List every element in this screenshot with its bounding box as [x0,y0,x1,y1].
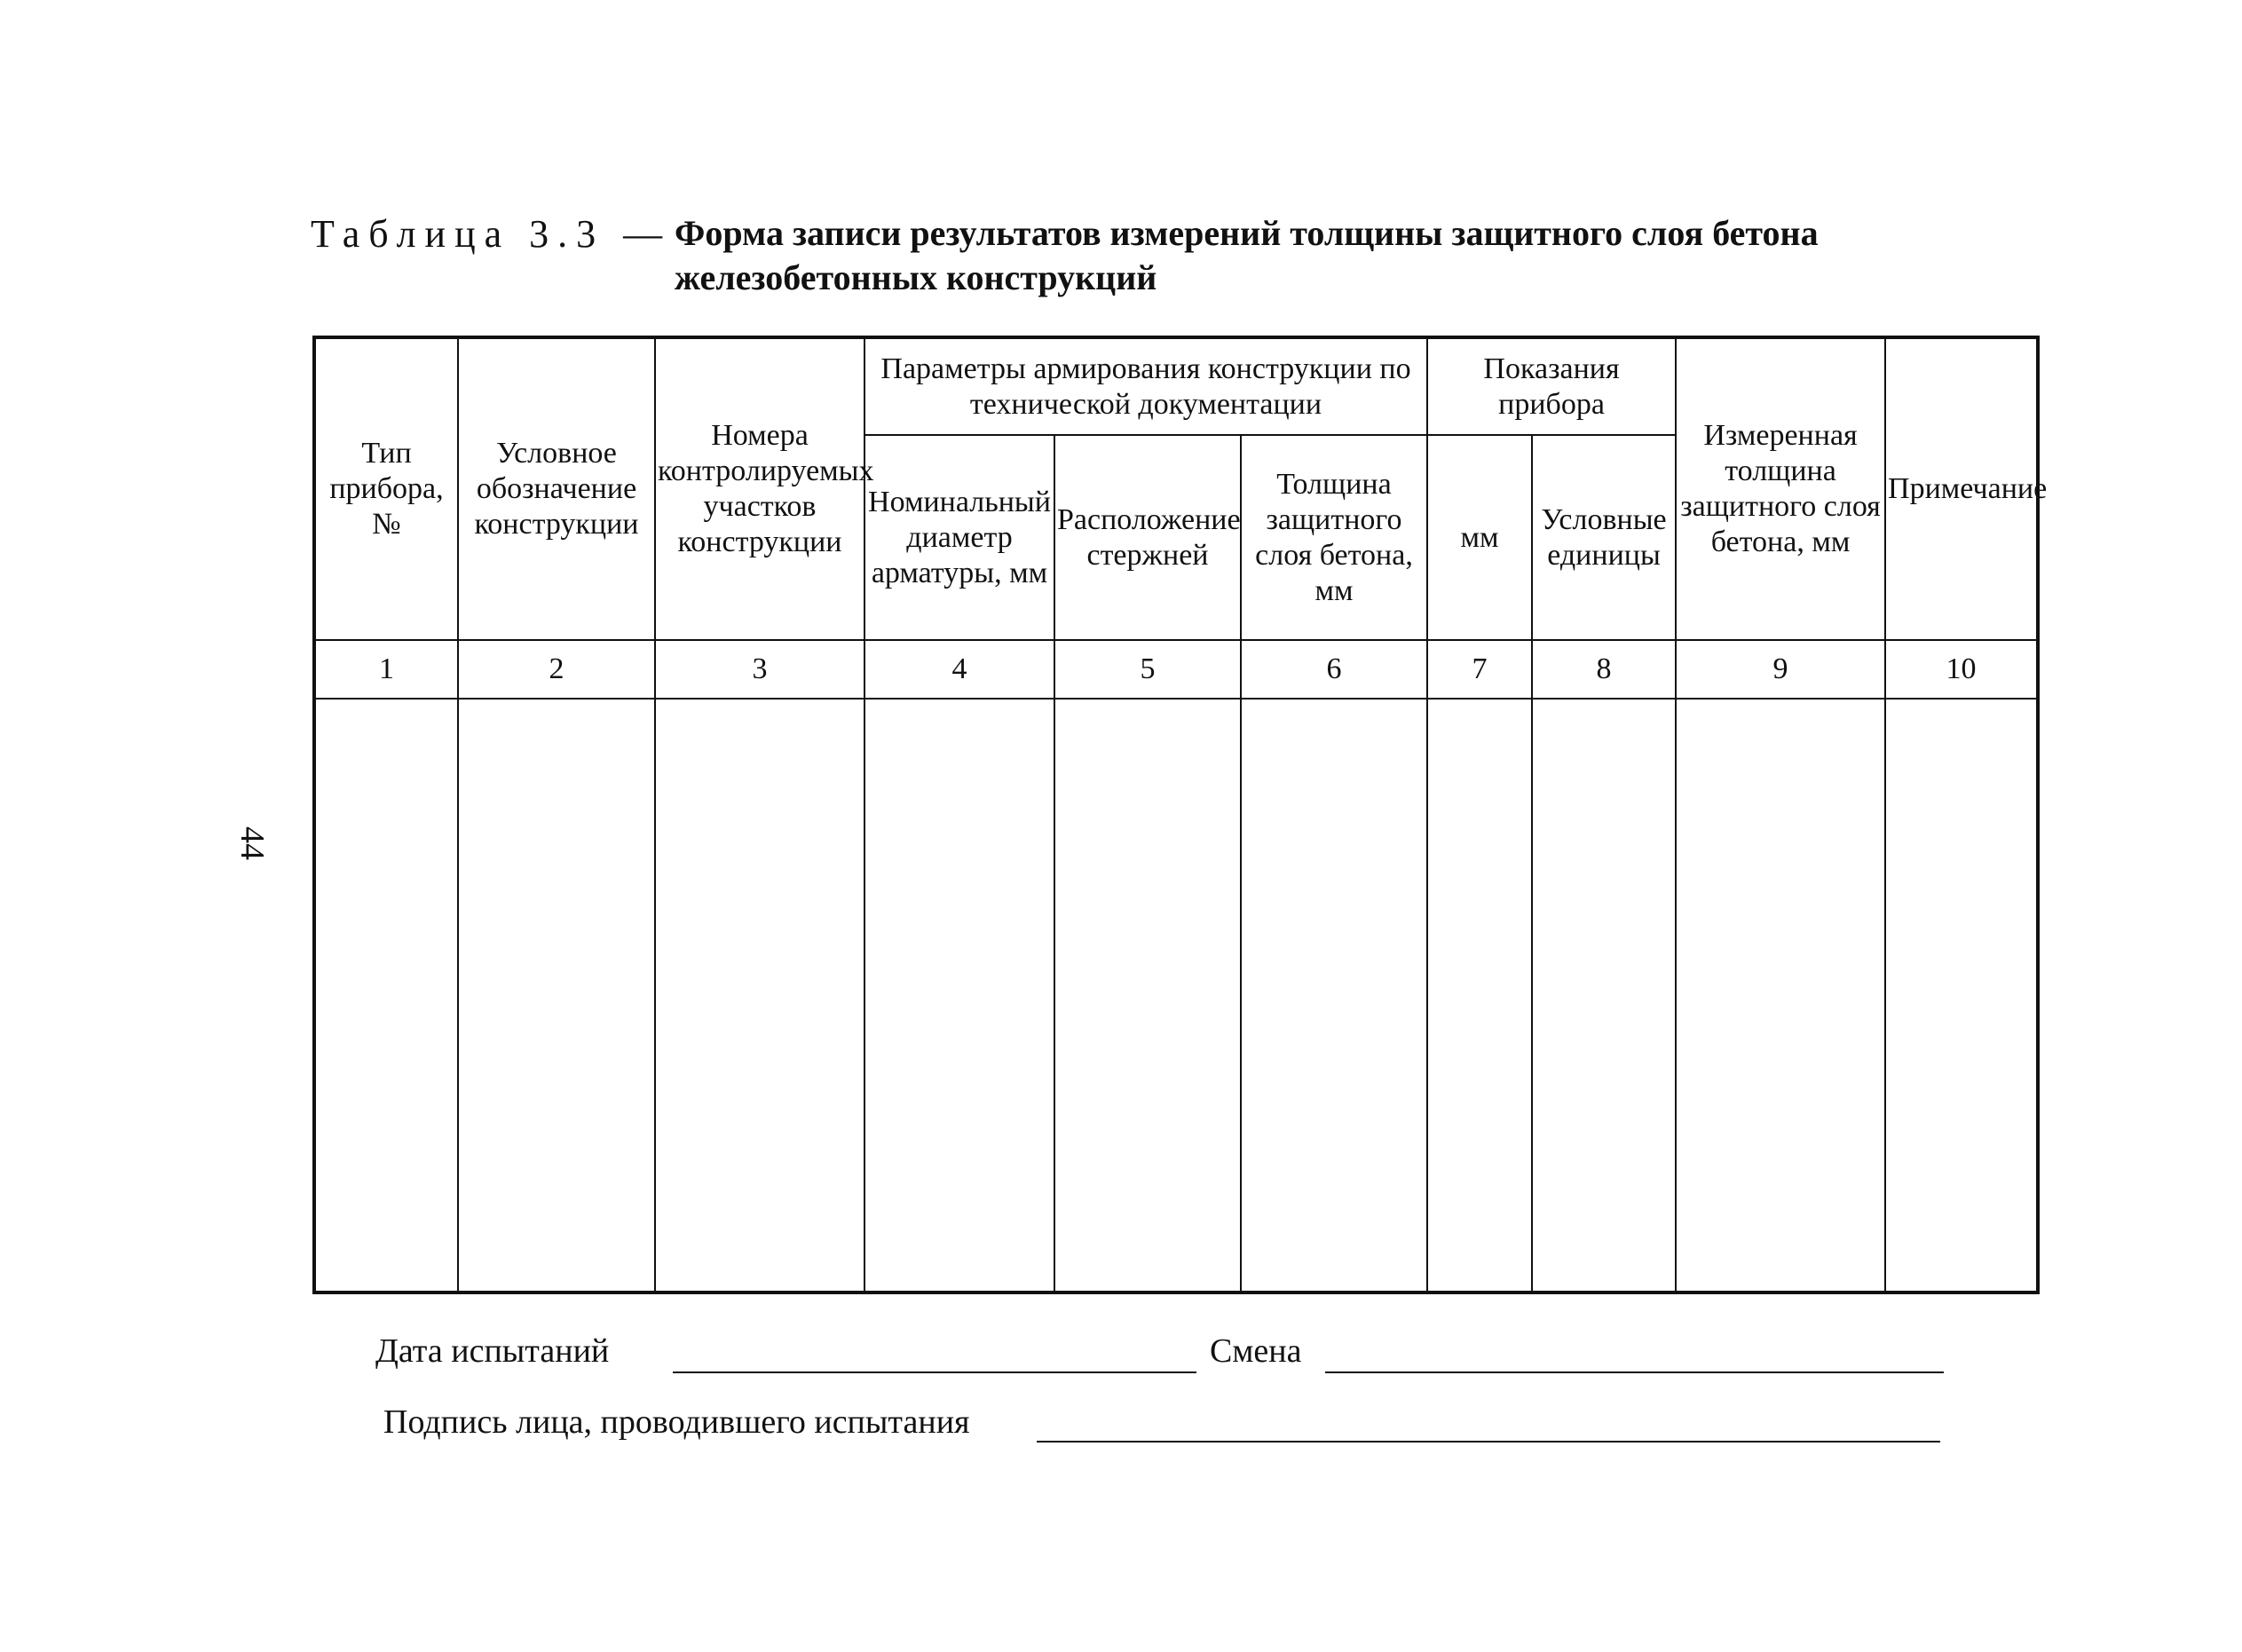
entry-cell[interactable] [314,699,458,1292]
entry-cell[interactable] [1885,699,2038,1292]
entry-cell[interactable] [1054,699,1241,1292]
measurement-form-table [312,336,2048,1294]
header-cover-thickness: Толщина защитного слоя бетона, мм [1241,435,1427,640]
column-number: 7 [1427,640,1532,699]
column-number: 4 [864,640,1054,699]
entry-cell[interactable] [1532,699,1676,1292]
header-note: Примечание [1885,337,2038,640]
header-construction-designation: Условное обозначение конструкции [458,337,655,640]
header-readings-mm: мм [1427,435,1532,640]
entry-cell[interactable] [458,699,655,1292]
header-device-type: Тип прибора, № [314,337,458,640]
signature-field[interactable] [1037,1441,1940,1443]
header-group-reinforcement: Параметры армирования конструкции по технической документации [864,337,1427,435]
column-number: 6 [1241,640,1427,699]
entry-cell[interactable] [1241,699,1427,1292]
table-label: Таблица 3.3 — [311,212,672,256]
column-number: 5 [1054,640,1241,699]
shift-label: Смена [1210,1332,1302,1370]
header-readings-units: Условные единицы [1532,435,1676,640]
column-number: 9 [1676,640,1885,699]
column-number: 8 [1532,640,1676,699]
shift-field[interactable] [1325,1371,1944,1373]
test-date-field[interactable] [673,1371,1196,1373]
column-number: 10 [1885,640,2038,699]
test-date-label: Дата испытаний [375,1332,610,1370]
table-title: Форма записи результатов измерений толщины защитного слоя бетона железобетонных конструкций [675,213,1819,297]
entry-cell[interactable] [864,699,1054,1292]
entry-cell[interactable] [655,699,864,1292]
header-group-instrument-readings: Показания прибора [1427,337,1676,435]
page-number: 44 [233,826,271,860]
header-control-section-numbers: Номера контролируемых участков конструкции [655,337,864,640]
signature-label: Подпись лица, проводившего испытания [383,1403,970,1441]
header-measured-thickness: Измеренная толщина защитного слоя бетона, мм [1676,337,1885,640]
column-number: 3 [655,640,864,699]
header-nominal-diameter: Номинальный диаметр арматуры, мм [864,435,1054,640]
header-bar-location: Расположение стержней [1054,435,1241,640]
entry-cell[interactable] [1676,699,1885,1292]
entry-cell[interactable] [1427,699,1532,1292]
column-number: 2 [458,640,655,699]
column-number: 1 [314,640,458,699]
